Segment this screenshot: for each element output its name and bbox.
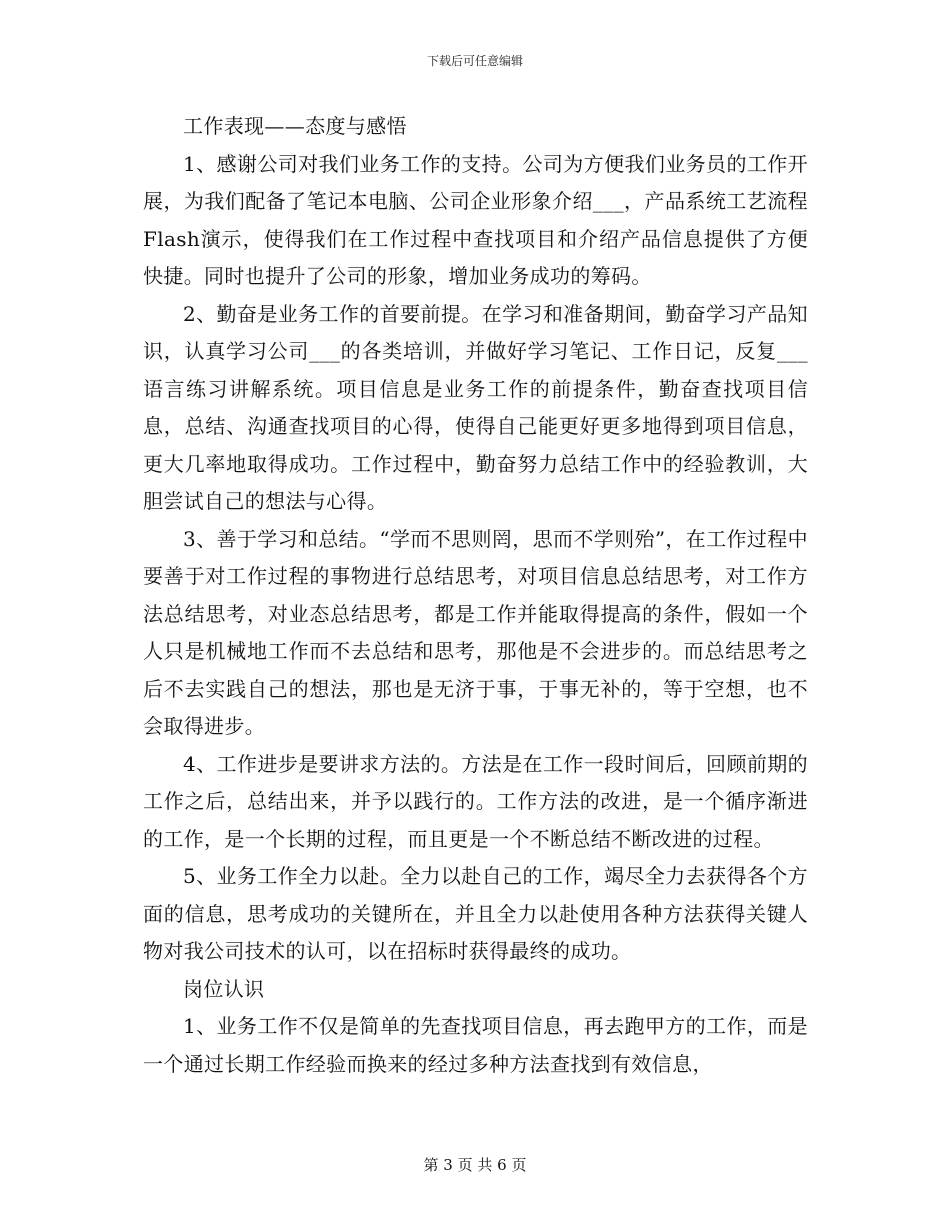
page-footer: 第 3 页 共 6 页 [423,1156,527,1174]
page-header: 下载后可任意编辑 [426,54,523,68]
section-heading-work-performance: 工作表现——态度与感悟 [183,114,407,138]
paragraph-5: 5、业务工作全力以赴。全力以赴自己的工作，竭尽全力去获得各个方面的信息，思考成功的关键所在，并且全力以赴使用各种方法获得关键人物对我公司技术的认可，以在招标时获得最终的成功。 [143,864,808,963]
paragraph-2: 2、勤奋是业务工作的首要前提。在学习和准备期间，勤奋学习产品知识，认真学习公司___的各类培训，并做好学习笔记、工作日记，反复___语言练习讲解系统。项目信息是业务工作的前提条件，勤奋查找项目信息，总结、沟通查找项目的心得，使得自己能更好更多地得到项目信息，更大几率地取得成功。工作过程中，勤奋努力总结工作中的经验教训，大胆尝试自己的想法与心得。 [143,301,808,513]
paragraph-job-1: 1、业务工作不仅是简单的先查找项目信息，再去跑甲方的工作，而是一个通过长期工作经验而换来的经过多种方法查找到有效信息， [143,1014,808,1076]
paragraph-3: 3、善于学习和总结。“学而不思则罔，思而不学则殆”，在工作过程中要善于对工作过程的事物进行总结思考，对项目信息总结思考，对工作方法总结思考，对业态总结思考，都是工作并能取得提高的条件，假如一个人只是机械地工作而不去总结和思考，那他是不会进步的。而总结思考之后不去实践自己的想法，那也是无济于事，于事无补的，等于空想，也不会取得进步。 [143,526,808,738]
document-body [143,108,808,1083]
paragraph-1: 1、感谢公司对我们业务工作的支持。公司为方便我们业务员的工作开展，为我们配备了笔记本电脑、公司企业形象介绍___，产品系统工艺流程Flash演示，使得我们在工作过程中查找项目和介绍产品信息提供了方便快捷。同时也提升了公司的形象，增加业务成功的筹码。 [143,151,808,288]
paragraph-4: 4、工作进步是要讲求方法的。方法是在工作一段时间后，回顾前期的工作之后，总结出来，并予以践行的。工作方法的改进，是一个循序渐进的工作，是一个长期的过程，而且更是一个不断总结不断改进的过程。 [143,751,808,851]
section-heading-job-understanding: 岗位认识 [183,976,265,1001]
